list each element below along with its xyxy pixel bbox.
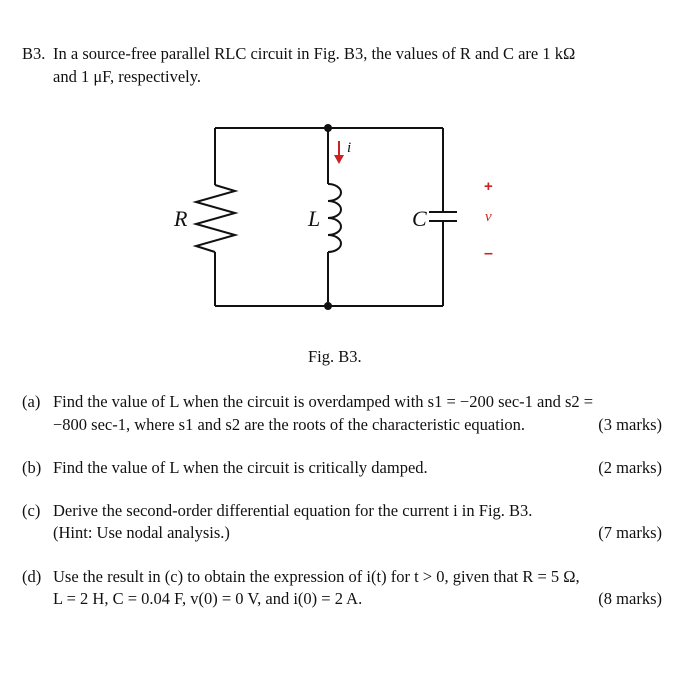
resistor-label: R: [174, 206, 188, 231]
top-node-dot: [324, 124, 332, 132]
polarity-minus: –: [484, 245, 493, 262]
question-intro-line1: In a source-free parallel RLC circuit in Fig. B3, the values of R and C are 1 kΩ: [53, 44, 576, 63]
part-d-label: (d): [22, 567, 42, 586]
figure-caption: Fig. B3.: [308, 347, 362, 366]
capacitor-label: C: [412, 206, 427, 231]
inductor-symbol: [328, 184, 341, 252]
current-arrow-head: [334, 155, 344, 164]
part-a-line2: −800 sec-1, where s1 and s2 are the roots of the characteristic equation.: [53, 415, 526, 434]
part-d-line1: Use the result in (c) to obtain the expression of i(t) for t > 0, given that R = 5 Ω,: [53, 567, 580, 586]
part-c-line2: (Hint: Use nodal analysis.): [53, 523, 230, 542]
inductor-label: L: [308, 206, 321, 231]
part-c-marks: (7 marks): [598, 523, 662, 542]
part-c-line1: Derive the second-order differential equation for the current i in Fig. B3.: [53, 501, 533, 520]
part-b-label: (b): [22, 458, 42, 477]
question-intro-line2: and 1 μF, respectively.: [53, 67, 202, 86]
voltage-label: v: [485, 209, 492, 225]
part-c-label: (c): [22, 501, 41, 520]
part-a-line1: Find the value of L when the circuit is overdamped with s1 = −200 sec-1 and s2 =: [53, 392, 594, 411]
bottom-node-dot: [324, 302, 332, 310]
part-d-line2: L = 2 H, C = 0.04 F, v(0) = 0 V, and i(0) = 2 A.: [53, 589, 363, 608]
part-d-marks: (8 marks): [598, 589, 662, 608]
question-number: B3.: [22, 44, 46, 63]
part-a-marks: (3 marks): [598, 415, 662, 434]
current-label: i: [347, 140, 352, 156]
resistor-symbol: [196, 185, 235, 252]
part-b-line1: Find the value of L when the circuit is critically damped.: [53, 458, 428, 477]
polarity-plus: +: [484, 178, 493, 195]
part-a-label: (a): [22, 392, 41, 411]
part-b-marks: (2 marks): [598, 458, 662, 477]
